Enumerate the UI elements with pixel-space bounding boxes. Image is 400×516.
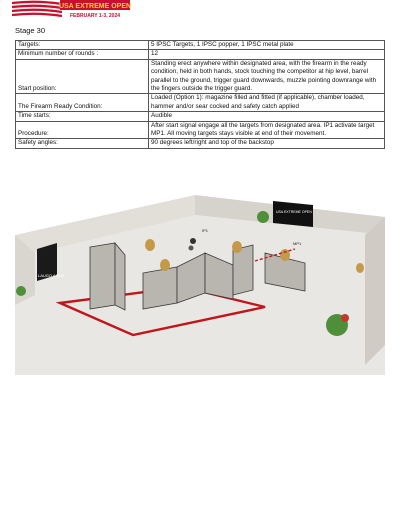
marker-mp1: MP1 (293, 241, 302, 246)
spec-value: After start signal engage all the targets from designated area. IP1 activate target MP1. All moving targets stays visible at end of their movement. (149, 121, 385, 139)
spec-label: The Firearm Ready Condition: (16, 94, 149, 112)
spec-value: 90 degrees left/right and top of the backstop (149, 139, 385, 148)
spec-value: Loaded (Option 1): magazine filled and fitted (if applicable), chamber loaded, hammer and/or sear cocked and safety catch applied (149, 94, 385, 112)
right-wall (365, 217, 385, 365)
ipsc-popper (190, 238, 196, 244)
spec-row-min-rounds (16, 50, 385, 59)
spec-value: 12 (149, 50, 385, 59)
ipsc-target (232, 241, 242, 253)
logo-title-text: USA EXTREME OPEN (58, 3, 132, 10)
ipsc-target (356, 263, 364, 273)
stage-spec-table (15, 40, 385, 149)
spec-value: 5 IPSC Targets, 1 IPSC popper, 1 IPSC metal plate (149, 41, 385, 50)
ipsc-target (145, 239, 155, 251)
spec-row-time-starts (16, 112, 385, 121)
spec-value: Audible (149, 112, 385, 121)
flag-stripes-graphic (12, 2, 62, 16)
spec-label: Targets: (16, 41, 149, 50)
spec-label: Procedure: (16, 121, 149, 139)
metal-plate-target (189, 246, 194, 251)
spec-label: Safety angles: (16, 139, 149, 148)
event-logo (12, 0, 132, 22)
spec-label: Minimum number of rounds : (16, 50, 149, 59)
spec-label: Time starts: (16, 112, 149, 121)
stage-layout-diagram (15, 195, 385, 375)
spec-label: Start position: (16, 59, 149, 94)
spec-row-safety-angles (16, 139, 385, 148)
wall-brand-text: LAUGO ARMS (38, 273, 65, 278)
marker-ip1: IP1 (202, 228, 209, 233)
ipsc-target (160, 259, 170, 271)
spec-row-ready-condition (16, 94, 385, 112)
banner-text: USA EXTREME OPEN (276, 210, 312, 214)
spec-value: Standing erect anywhere within designated area, with the firearm in the ready condition, held in both hands, stock touching the competitor at hip level, barrel parallel to the ground, trigger guard downwards, muzzle pointing downrange with the fingers outside the trigger guard. (149, 59, 385, 94)
back-wall-banner (273, 201, 313, 227)
spec-row-targets (16, 41, 385, 50)
spec-row-procedure (16, 121, 385, 139)
spec-row-start-position (16, 59, 385, 94)
stage-title: Stage 30 (15, 26, 46, 35)
logo-date-text: FEBRUARY 1-3, 2024 (69, 13, 121, 19)
